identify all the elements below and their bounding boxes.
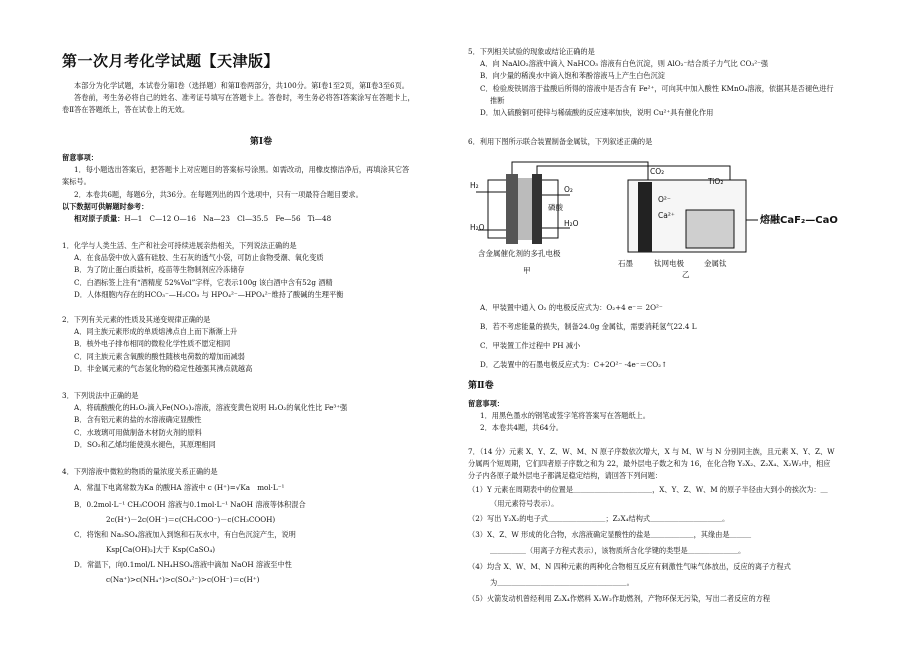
option: B．核外电子排布相同的微粒化学性质不愿定相同 (74, 339, 231, 349)
option: D．加入硫酸铜可使锌与稀硫酸的反应速率加快，说明 Cu²⁺具有催化作用 (480, 108, 714, 118)
part2-heading: 第Ⅱ卷 (468, 381, 494, 391)
label-tio2: TiO₂ (708, 177, 724, 186)
electrolysis-apparatus-diagram (468, 150, 868, 280)
label-o2: O₂ (564, 185, 573, 194)
graphite-electrode (638, 182, 652, 252)
question-7-line: 为＿＿＿＿＿＿＿＿＿＿＿＿＿＿＿＿＿＿。 (490, 577, 634, 587)
question-stem: 2．下列有关元素的性质及其递变规律正确的是 (62, 315, 211, 324)
label-metal-ti: 金属钛 (704, 259, 727, 268)
label-o2-ion: O²⁻ (658, 195, 671, 204)
question-2 (62, 314, 460, 375)
option: A．同主族元素形成的单质熔沸点自上而下渐渐上升 (74, 327, 238, 337)
option-continued: Ksp[Ca(OH)₂]大于 Ksp(CaSO₄) (106, 545, 216, 555)
question-7-line: （4）均含 X、W、M、N 四种元素的两种化合物相互反应有刺激性气味气体放出，反应的离子方程式 (468, 561, 791, 571)
page-title: 第一次月考化学试题【天津版】 (62, 52, 280, 70)
label-ca-ion: Ca²⁺ (658, 211, 675, 220)
option: D．非金属元素的气态氢化物的稳定性越强其沸点就越高 (74, 363, 253, 373)
question-7-line: ＿＿＿＿＿（用离子方程式表示），该物质所含化学键的类型是＿＿＿＿＿＿＿。 (490, 545, 746, 555)
notice2-line: 2．本卷共4题，共64分。 (480, 423, 563, 433)
option-continued: 推断 (490, 95, 505, 105)
option: C．甲装置工作过程中 PH 减小 (480, 341, 581, 350)
option: B．向少量的稀溴水中滴入饱和苯酚溶液马上产生白色沉淀 (480, 71, 665, 81)
question-7 (468, 446, 868, 607)
option: A．常温下电离常数为Ka 的酸HA 溶液中 c (H⁺)=√Ka mol·L⁻¹ (74, 483, 285, 493)
label-cell-jia: 甲 (523, 266, 531, 275)
option: A．向 NaAlO₂溶液中滴入 NaHCO₃ 溶液有白色沉淀，则 AlO₂⁻结合质子力气比 CO₃²⁻强 (480, 59, 769, 69)
notice-line: 1．每小题选出答案后，把答题卡上对应题目的答案标号涂黑。如需改动，用橡皮擦洁净后，再填涂其它答 (74, 165, 410, 175)
question-7-line: （3）X、Z、W 形成的化合物，水溶液确定显酸性的盐是＿＿＿＿＿＿，其缘由是＿＿＿ (468, 529, 752, 539)
option: D．乙装置中的石墨电极反应式为：C+2O²⁻ -4e⁻＝CO₂↑ (480, 360, 668, 369)
option-continued: c(Na⁺)>c(NH₄⁺)>c(SO₄²⁻)>c(OH⁻)＝c(H⁺) (106, 575, 260, 585)
porous-electrode-left (506, 174, 518, 244)
label-co2: CO₂ (650, 167, 665, 176)
question-7-line: 分属两个短周期，它们四者原子序数之和为 22，最外层电子数之和为 16，在化合物 Y₂X₂、Z₂X₄、X₂W₂中，相应 (468, 459, 831, 469)
option-continued: 2c(H⁺)－2c(OH⁻)＝c(CH₃COO⁻)－c(CH₃COOH) (106, 515, 276, 525)
label-electrode-caption: 含金属催化剂的多孔电极 (478, 249, 561, 258)
option: D．人体细胞内存在的HCO₃⁻—H₂CO₃ 与 HPO₄²⁻—HPO₄²⁻维持了酸碱的生理平衡 (74, 289, 344, 299)
notice2-line: 1．用黑色墨水的钢笔或签字笔将答案写在答题纸上。 (480, 411, 650, 421)
label-h2o-right: H₂O (564, 219, 579, 228)
question-7-line: （用元素符号表示）。 (490, 498, 559, 508)
question-7-line: 分子内各原子最外层电子都满足稳定结构，请回答下列问题： (468, 471, 663, 481)
intro-line: 答卷前，考生务必将自己的姓名、准考证号填写在答题卡上。答卷时，考生务必将答Ⅰ答案涂写在答题卡上， (74, 93, 415, 103)
question-6-options (468, 298, 868, 374)
label-titanium-cathode: 钛网电极 (654, 259, 684, 268)
label-h2o-left: H₂O (470, 223, 485, 232)
option: C．将饱和 Na₂SO₄溶液加入到饱和石灰水中，有白色沉淀产生，说明 (74, 530, 296, 540)
option: C．白酒标签上注有“酒精度 52%Vol”字样，它表示100g 该白酒中含有52g 酒精 (74, 277, 333, 287)
question-stem: 6．利用下图所示联合装置制备金属钛，下列叙述正确的是 (468, 137, 653, 146)
porous-electrode-right (532, 174, 542, 244)
option: B．为了防止蛋白质盐析，疫苗等生物制剂应冷冻储存 (74, 265, 245, 275)
question-5 (468, 46, 868, 119)
atomic-masses (62, 213, 460, 225)
acid-layer (518, 178, 532, 240)
option: A．甲装置中通入 O₂ 的电极反应式为：O₂+4 e⁻＝ 2O²⁻ (480, 303, 663, 312)
question-stem: 5．下列相关试验的现象或结论正确的是 (468, 47, 595, 56)
option: B．若不考虑能量的损失，制备24.0g 金属钛，需要消耗氢气22.4 L (480, 322, 697, 331)
notice-line: 案标号。 (62, 177, 91, 187)
question-6-stem (468, 136, 868, 148)
label-h2: H₂ (470, 181, 479, 190)
label-molten-salt: 熔融CaF₂—CaO (760, 215, 838, 226)
titanium-mesh (686, 210, 734, 248)
option: B．0.2mol·L⁻¹ CH₃COOH 溶液与0.1mol·L⁻¹ NaOH 溶液等体积混合 (74, 500, 306, 510)
question-3 (62, 390, 460, 451)
part1-heading: 第Ⅰ卷 (249, 137, 273, 147)
intro-line: 卷Ⅱ答在答题纸上，答在试卷上的无效。 (62, 105, 190, 115)
question-7-line: （2）写出 Y₂X₂的电子式＿＿＿＿＿＿＿＿；Z₂X₄结构式＿＿＿＿＿＿＿＿＿＿。 (468, 513, 730, 523)
option: C．同主族元素含氧酸的酸性随核电荷数的增加而减弱 (74, 351, 245, 361)
notice-section (62, 152, 460, 225)
atomic-label: 相对原子质量： (74, 214, 125, 224)
question-7-line: （5）火箭发动机曾经利用 Z₂X₄作燃料 X₂W₂作助燃剂，产物环保无污染，写出二者反应的方程 (468, 593, 771, 603)
question-1 (62, 240, 460, 301)
notice2-heading: 留意事项： (468, 399, 504, 408)
question-7-line: （1）Y 元素在周期表中的位置是＿＿＿＿＿＿＿＿＿＿＿，X、Y、Z、W、M 的原子半径由大到小的挨次为：＿ (468, 484, 828, 494)
label-graphite: 石墨 (618, 259, 633, 268)
option: D．SO₂和乙烯均能使溴水褪色，其原理相同 (74, 439, 216, 449)
notice-heading: 留意事项： (62, 153, 98, 162)
question-stem: 1．化学与人类生活、生产和社会可持续进展亲热相关，下列说法正确的是 (62, 241, 297, 250)
question-stem: 4．下列溶液中微粒的物质的量浓度关系正确的是 (62, 467, 218, 476)
option: A．将硫酸酸化的H₂O₂滴入Fe(NO₃)₂溶液，溶液变黄色说明 H₂O₂的氧化性比 Fe³⁺强 (74, 403, 348, 413)
intro-line: 本部分为化学试题，本试卷分第Ⅰ卷（选择题）和第Ⅱ卷两部分，共100分。第Ⅰ卷1至2页，第Ⅱ卷3至6页。 (74, 81, 409, 90)
question-4 (62, 466, 460, 587)
option: A．在食品袋中放入盛有硅胶、生石灰的透气小袋，可防止食物受潮、氧化变质 (74, 253, 324, 263)
question-stem: 3．下列说法中正确的是 (62, 391, 139, 400)
option: C．水玻璃可用做制备木材防火剂的原料 (74, 427, 202, 437)
option: D．常温下，向0.1mol/L NH₄HSO₄溶液中滴加 NaOH 溶液至中性 (74, 560, 292, 570)
notice-line: 2．本卷共6题，每题6分，共36分。在每题列出的四个选项中，只有一项最符合题目要求。 (74, 189, 363, 199)
question-7-line: 7．（14 分）元素 X、Y、Z、W、M、N 原子序数依次增大，X 与 M、W 与 N 分别同主族，且元素 X、Y、Z、W (468, 447, 835, 456)
label-acid: 磷酸 (548, 203, 563, 212)
intro (62, 80, 460, 117)
notice2-section (468, 398, 868, 435)
option: C．检验废铁屑溶于盐酸后所得的溶液中是否含有 Fe²⁺，可向其中加入酸性 KMnO₄溶液，依据其是否褪色进行 (480, 83, 834, 93)
label-cell-yi: 乙 (682, 270, 690, 279)
atomic-values: H—1 C—12 O—16 Na—23 Cl—35.5 Fe—56 Ti—48 (124, 214, 332, 224)
option: B．含有铝元素的盐的水溶液确定显酸性 (74, 415, 202, 425)
data-heading: 以下数据可供解题时参考： (62, 201, 149, 211)
